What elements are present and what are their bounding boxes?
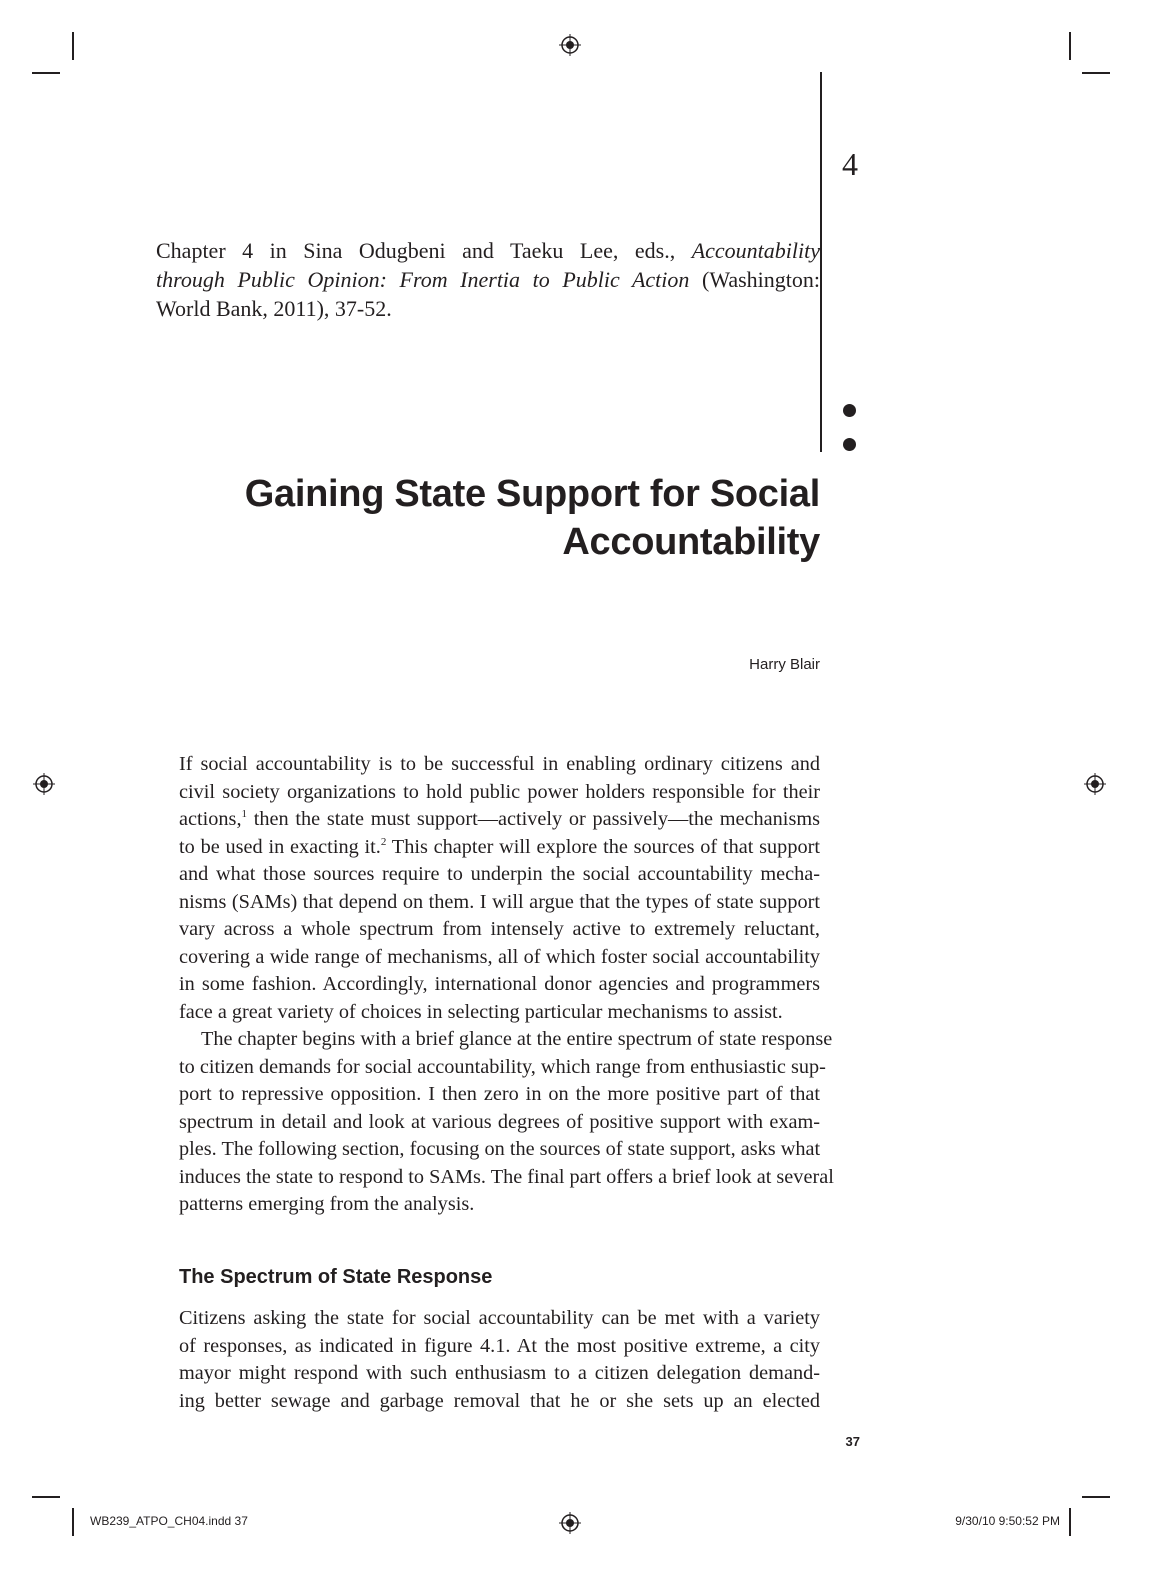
author-name: Harry Blair	[749, 656, 820, 673]
section-heading: The Spectrum of State Response	[179, 1266, 493, 1288]
citation-book-title: Accountability	[691, 238, 820, 263]
text-line: port to repressive opposition. I then zero in on the more positive part of that	[179, 1083, 820, 1105]
crop-mark-bottom-right-horizontal	[1082, 1496, 1110, 1498]
registration-mark-icon	[1084, 773, 1106, 795]
citation-text: (Washington:	[689, 267, 820, 292]
text-line: patterns emerging from the analysis.	[179, 1193, 475, 1215]
text-fragment: This chapter will explore the sources of that support	[386, 835, 820, 858]
text-line: of responses, as indicated in figure 4.1. At the most positive extreme, a city	[179, 1334, 820, 1357]
text-line: to citizen demands for social accountability, which range from enthusiastic sup-	[179, 1055, 826, 1078]
citation-note	[156, 236, 820, 323]
citation-text: Chapter 4 in Sina Odugbeni and Taeku Lee, eds.,	[156, 238, 692, 263]
text-line: and what those sources require to underpin the social accountability mecha-	[179, 863, 820, 885]
text-line: Citizens asking the state for social accountability can be met with a variety	[179, 1307, 820, 1329]
chapter-title-line-1: Gaining State Support for Social	[244, 473, 820, 515]
registration-mark-icon	[559, 1512, 581, 1534]
text-line: civil society organizations to hold public power holders responsible for their	[179, 780, 820, 803]
chapter-number: 4	[842, 146, 858, 182]
text-line: ples. The following section, focusing on the sources of state support, asks what	[179, 1138, 821, 1160]
citation-line-3: World Bank, 2011), 37-52.	[156, 296, 392, 321]
text-fragment: actions,	[179, 808, 242, 830]
chapter-title	[200, 470, 820, 566]
text-fragment: then the state must support—actively or passively—the mechanisms	[247, 808, 820, 830]
citation-line-2	[156, 265, 820, 294]
registration-mark-icon	[559, 34, 581, 56]
crop-mark-top-right-horizontal	[1082, 72, 1110, 74]
slug-timestamp: 9/30/10 9:50:52 PM	[955, 1514, 1060, 1528]
text-line: spectrum in detail and look at various degrees of positive support with exam-	[179, 1110, 820, 1133]
crop-mark-top-left-horizontal	[32, 72, 60, 74]
text-line: If social accountability is to be successful in enabling ordinary citizens and	[179, 753, 820, 775]
citation-line-1	[156, 236, 820, 265]
crop-mark-top-left-vertical	[72, 32, 74, 60]
text-line: induces the state to respond to SAMs. The final part offers a brief look at several	[179, 1165, 834, 1188]
text-line: The chapter begins with a brief glance at the entire spectrum of state response	[201, 1028, 833, 1050]
page-number: 37	[845, 1434, 860, 1449]
text-line: face a great variety of choices in selecting particular mechanisms to assist.	[179, 1000, 783, 1023]
text-line: covering a wide range of mechanisms, all of which foster social accountability	[179, 945, 820, 968]
registration-mark-icon	[33, 773, 55, 795]
text-line: mayor might respond with such enthusiasm to a citizen delegation demand-	[179, 1362, 820, 1384]
text-line	[179, 806, 820, 834]
text-line: in some fashion. Accordingly, international donor agencies and programmers	[179, 973, 820, 995]
crop-mark-bottom-right-vertical	[1069, 1508, 1071, 1536]
text-line: nisms (SAMs) that depend on them. I will argue that the types of state support	[179, 890, 820, 913]
footnote-ref: 2	[380, 835, 387, 848]
crop-mark-bottom-left-vertical	[72, 1508, 74, 1536]
crop-mark-top-right-vertical	[1069, 32, 1071, 60]
text-line	[179, 834, 820, 862]
paragraph-1	[179, 751, 820, 1026]
text-line: vary across a whole spectrum from intensely active to extremely reluctant,	[179, 918, 820, 940]
chapter-vertical-rule	[820, 72, 822, 452]
text-fragment: to be used in exacting it.	[179, 835, 381, 858]
text-line: ing better sewage and garbage removal that he or she sets up an elected	[179, 1389, 820, 1412]
footnote-ref: 1	[241, 808, 248, 820]
citation-book-title: through Public Opinion: From Inertia to Public Action	[156, 267, 690, 292]
chapter-title-line-2: Accountability	[562, 521, 820, 563]
chapter-dot-upper	[843, 404, 856, 417]
slug-file-info: WB239_ATPO_CH04.indd 37	[90, 1514, 248, 1528]
paragraph-3	[179, 1305, 820, 1415]
paragraph-2	[179, 1026, 834, 1219]
crop-mark-bottom-left-horizontal	[32, 1496, 60, 1498]
chapter-dot-lower	[843, 438, 856, 451]
